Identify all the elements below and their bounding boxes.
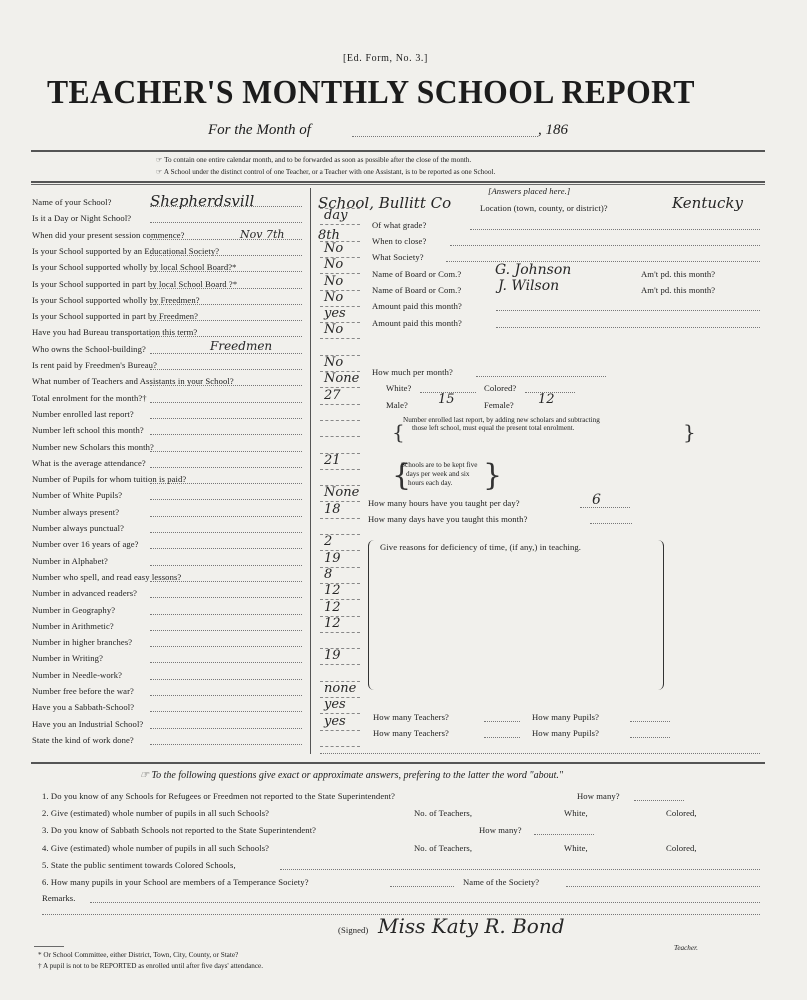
leader-dots <box>150 695 302 696</box>
answer-handwritten[interactable]: yes <box>324 306 346 321</box>
answer-handwritten[interactable]: No <box>324 322 344 337</box>
leader-dots <box>150 532 302 533</box>
leader-dots <box>150 646 302 647</box>
question-label: Number of Pupils for whom tuition is paid? <box>32 474 187 484</box>
answer-handwritten[interactable]: Nov 7th <box>240 228 285 241</box>
leader-dots <box>150 662 302 663</box>
question-label: Number in Arithmetic? <box>32 621 114 631</box>
leader-dots <box>150 402 302 403</box>
answer-handwritten[interactable]: day <box>324 208 348 223</box>
question-label: Number in Alphabet? <box>32 556 108 566</box>
q4-teachers: No. of Teachers, <box>414 843 473 853</box>
teachers2-label: How many Teachers? <box>373 728 449 738</box>
male-value: 15 <box>438 392 455 407</box>
year-label: , 186 <box>538 122 568 138</box>
answers-note: [Answers placed here.] <box>488 186 571 196</box>
question-label: Number new Scholars this month? <box>32 442 154 452</box>
deficiency-label: Give reasons for deficiency of time, (if any,) in teaching. <box>380 542 582 552</box>
female-label: Female? <box>484 400 514 410</box>
hours-value: 6 <box>592 492 601 508</box>
pointing-hand-icon: ☞ <box>140 770 149 781</box>
answer-line <box>320 469 360 470</box>
question-4: 4. Give (estimated) whole number of pupils in all such Schools? <box>42 843 270 853</box>
question-label: Number over 16 years of age? <box>32 539 139 549</box>
location-value: Kentucky <box>672 194 743 212</box>
board1-label: Name of Board or Com.? <box>372 269 462 279</box>
society-label: What Society? <box>372 252 424 262</box>
deficiency-box[interactable] <box>368 540 664 690</box>
answer-handwritten[interactable]: 12 <box>324 616 341 631</box>
leader-dots <box>150 434 302 435</box>
leader-dots <box>150 711 302 712</box>
q2-white: White, <box>564 808 588 818</box>
signed-label: (Signed) <box>338 925 369 935</box>
teacher-label: Teacher. <box>674 944 698 952</box>
days-note-3: hours each day. <box>408 479 453 487</box>
question-2: 2. Give (estimated) whole number of pupils in all such Schools? <box>42 808 270 818</box>
leader-dots <box>150 548 302 549</box>
answer-handwritten[interactable]: yes <box>324 697 346 712</box>
question-label: Is your School supported wholly by Freedmen? <box>32 295 200 305</box>
question-label: Who owns the School-building? <box>32 344 146 354</box>
answer-line <box>320 404 360 405</box>
amount2-label: Amount paid this month? <box>372 318 462 328</box>
answer-handwritten[interactable]: none <box>324 681 357 696</box>
answer-handwritten[interactable]: 8 <box>324 567 333 582</box>
colored-label: Colored? <box>484 383 517 393</box>
answer-handwritten[interactable]: No <box>324 290 344 305</box>
answer-handwritten[interactable]: 19 <box>324 551 341 566</box>
q3-how-many: How many? <box>479 825 522 835</box>
answer-line <box>320 338 360 339</box>
leader-dots <box>150 630 302 631</box>
answer-handwritten[interactable]: No <box>324 257 344 272</box>
answer-handwritten[interactable]: No <box>324 241 344 256</box>
question-label: What number of Teachers and Assistants in your School? <box>32 376 234 386</box>
q2-teachers: No. of Teachers, <box>414 808 473 818</box>
question-label: Number who spell, and read easy lessons? <box>32 572 182 582</box>
answer-line <box>320 436 360 437</box>
answer-handwritten[interactable]: 19 <box>324 648 341 663</box>
question-label: Name of your School? <box>32 197 112 207</box>
footnote-2: † A pupil is not to be REPORTED as enrolled until after five days' attendance. <box>38 962 264 970</box>
leader-dots <box>150 418 302 419</box>
leader-dots <box>150 304 302 305</box>
answer-line <box>320 518 360 519</box>
bottom-intro: ☞ To the following questions give exact or approximate answers, prefering to the latter the word "about." <box>140 770 564 781</box>
answer-line <box>320 730 360 731</box>
leader-dots <box>150 369 302 370</box>
answer-handwritten[interactable]: No <box>324 274 344 289</box>
note-1: ☞ To contain one entire calendar month, and to be forwarded as soon as possible after the close of the month. <box>156 156 472 164</box>
board2-label: Name of Board or Com.? <box>372 285 462 295</box>
paid1-label: Am't pd. this month? <box>641 269 716 279</box>
q2-colored: Colored, <box>666 808 697 818</box>
footnote-1: * Or School Committee, either District, Town, City, County, or State? <box>38 951 239 959</box>
leader-dots <box>150 483 302 484</box>
leader-dots <box>150 516 302 517</box>
white-label: White? <box>386 383 412 393</box>
question-6: 6. How many pupils in your School are members of a Temperance Society? <box>42 877 309 887</box>
answer-handwritten[interactable]: Shepherdsvill <box>150 192 255 210</box>
leader-dots <box>150 467 302 468</box>
leader-dots <box>150 744 302 745</box>
answer-handwritten[interactable]: 21 <box>324 453 341 468</box>
question-label: Have you had Bureau transportation this term? <box>32 327 198 337</box>
question-label: Is rent paid by Freedmen's Bureau? <box>32 360 157 370</box>
leader-dots <box>150 565 302 566</box>
female-value: 12 <box>538 392 555 407</box>
hours-label: How many hours have you taught per day? <box>368 498 520 508</box>
brace-left: { <box>392 420 405 444</box>
question-label: Is your School supported in part by local School Board ?* <box>32 279 238 289</box>
leader-dots <box>150 271 302 272</box>
leader-dots <box>150 255 302 256</box>
question-label: What is the average attendance? <box>32 458 146 468</box>
remarks-label: Remarks. <box>42 893 76 903</box>
question-1: 1. Do you know of any Schools for Refugees or Freedmen not reported to the State Superintendent? <box>42 791 396 801</box>
answer-line <box>320 664 360 665</box>
school-name-suffix: School, Bullitt Co <box>318 194 452 212</box>
note-2: ☞ A School under the distinct control of one Teacher, or a Teacher with one Assistant, is to be reported as one School. <box>156 168 496 176</box>
grade-label: Of what grade? <box>372 220 427 230</box>
brace-right: } <box>483 458 503 493</box>
question-label: Total enrolment for the month?† <box>32 393 147 403</box>
leader-dots <box>150 222 302 223</box>
answer-handwritten[interactable]: None <box>324 371 360 386</box>
pointing-hand-icon: ☞ <box>156 168 163 176</box>
answer-handwritten[interactable]: 12 <box>324 600 341 615</box>
answer-handwritten[interactable]: yes <box>324 714 346 729</box>
question-label: Number enrolled last report? <box>32 409 134 419</box>
question-label: Number in higher branches? <box>32 637 133 647</box>
question-label: Number in advanced readers? <box>32 588 138 598</box>
question-label: Number of White Pupils? <box>32 490 123 500</box>
question-label: Is it a Day or Night School? <box>32 213 132 223</box>
pupils1-label: How many Pupils? <box>532 712 600 722</box>
male-label: Male? <box>386 400 408 410</box>
question-label: Number in Needle-work? <box>32 670 123 680</box>
pointing-hand-icon: ☞ <box>156 156 163 164</box>
leader-dots <box>150 581 302 582</box>
brace-left: { <box>392 458 412 493</box>
rent-label: How much per month? <box>372 367 453 377</box>
enrol-note-1: Number enrolled last report, by adding new scholars and subtracting <box>403 416 600 424</box>
board1-value: G. Johnson <box>495 262 572 278</box>
q6-society: Name of the Society? <box>463 877 540 887</box>
leader-dots <box>150 336 302 337</box>
leader-dots <box>150 353 302 354</box>
answer-line <box>320 224 360 225</box>
question-label: Number always present? <box>32 507 120 517</box>
form-code: [Ed. Form, No. 3.] <box>343 53 428 64</box>
question-5: 5. State the public sentiment towards Colored Schools, <box>42 860 236 870</box>
question-label: Have you an Industrial School? <box>32 719 144 729</box>
question-3: 3. Do you know of Sabbath Schools not reported to the State Superintendent? <box>42 825 317 835</box>
leader-dots <box>150 385 302 386</box>
leader-dots <box>150 728 302 729</box>
signature: Miss Katy R. Bond <box>378 914 565 938</box>
answer-handwritten[interactable]: None <box>324 485 360 500</box>
leader-dots <box>150 320 302 321</box>
brace-right: } <box>683 420 696 444</box>
answer-line <box>320 420 360 421</box>
answer-handwritten[interactable]: 2 <box>324 534 333 549</box>
close-value: 8th <box>318 228 340 243</box>
days-note-1: Schools are to be kept five <box>401 461 478 469</box>
leader-dots <box>150 597 302 598</box>
days-label: How many days have you taught this month? <box>368 514 528 524</box>
leader-dots <box>150 451 302 452</box>
answer-handwritten[interactable]: No <box>324 355 344 370</box>
q1-how-many: How many? <box>577 791 620 801</box>
answer-handwritten[interactable]: 12 <box>324 583 341 598</box>
question-label: Number in Writing? <box>32 653 103 663</box>
paid2-label: Am't pd. this month? <box>641 285 716 295</box>
close-label: When to close? <box>372 236 427 246</box>
question-label: Is your School supported in part by Freedmen? <box>32 311 199 321</box>
question-label: Number free before the war? <box>32 686 134 696</box>
answer-handwritten[interactable]: 18 <box>324 502 341 517</box>
question-label: Is your School supported wholly by local School Board?* <box>32 262 237 272</box>
month-label: For the Month of <box>208 122 311 138</box>
question-label: Number in Geography? <box>32 605 116 615</box>
q4-colored: Colored, <box>666 843 697 853</box>
question-label: State the kind of work done? <box>32 735 134 745</box>
question-label: Number left school this month? <box>32 425 144 435</box>
leader-dots <box>150 499 302 500</box>
answer-line <box>320 746 360 747</box>
days-note-2: days per week and six <box>406 470 470 478</box>
answer-line <box>320 632 360 633</box>
leader-dots <box>150 614 302 615</box>
answer-handwritten[interactable]: 27 <box>324 388 341 403</box>
q4-white: White, <box>564 843 588 853</box>
page-title: TEACHER'S MONTHLY SCHOOL REPORT <box>47 74 695 111</box>
leader-dots <box>150 288 302 289</box>
pupils2-label: How many Pupils? <box>532 728 600 738</box>
answer-handwritten[interactable]: Freedmen <box>210 339 273 353</box>
question-label: Number always punctual? <box>32 523 125 533</box>
question-label: When did your present session commence? <box>32 230 185 240</box>
enrol-note-2: those left school, must equal the present total enrolment. <box>412 424 575 432</box>
board2-value: J. Wilson <box>498 278 560 294</box>
leader-dots <box>150 679 302 680</box>
amount1-label: Amount paid this month? <box>372 301 462 311</box>
location-label: Location (town, county, or district)? <box>480 203 608 213</box>
question-label: Have you a Sabbath-School? <box>32 702 135 712</box>
teachers1-label: How many Teachers? <box>373 712 449 722</box>
question-label: Is your School supported by an Educational Society? <box>32 246 220 256</box>
